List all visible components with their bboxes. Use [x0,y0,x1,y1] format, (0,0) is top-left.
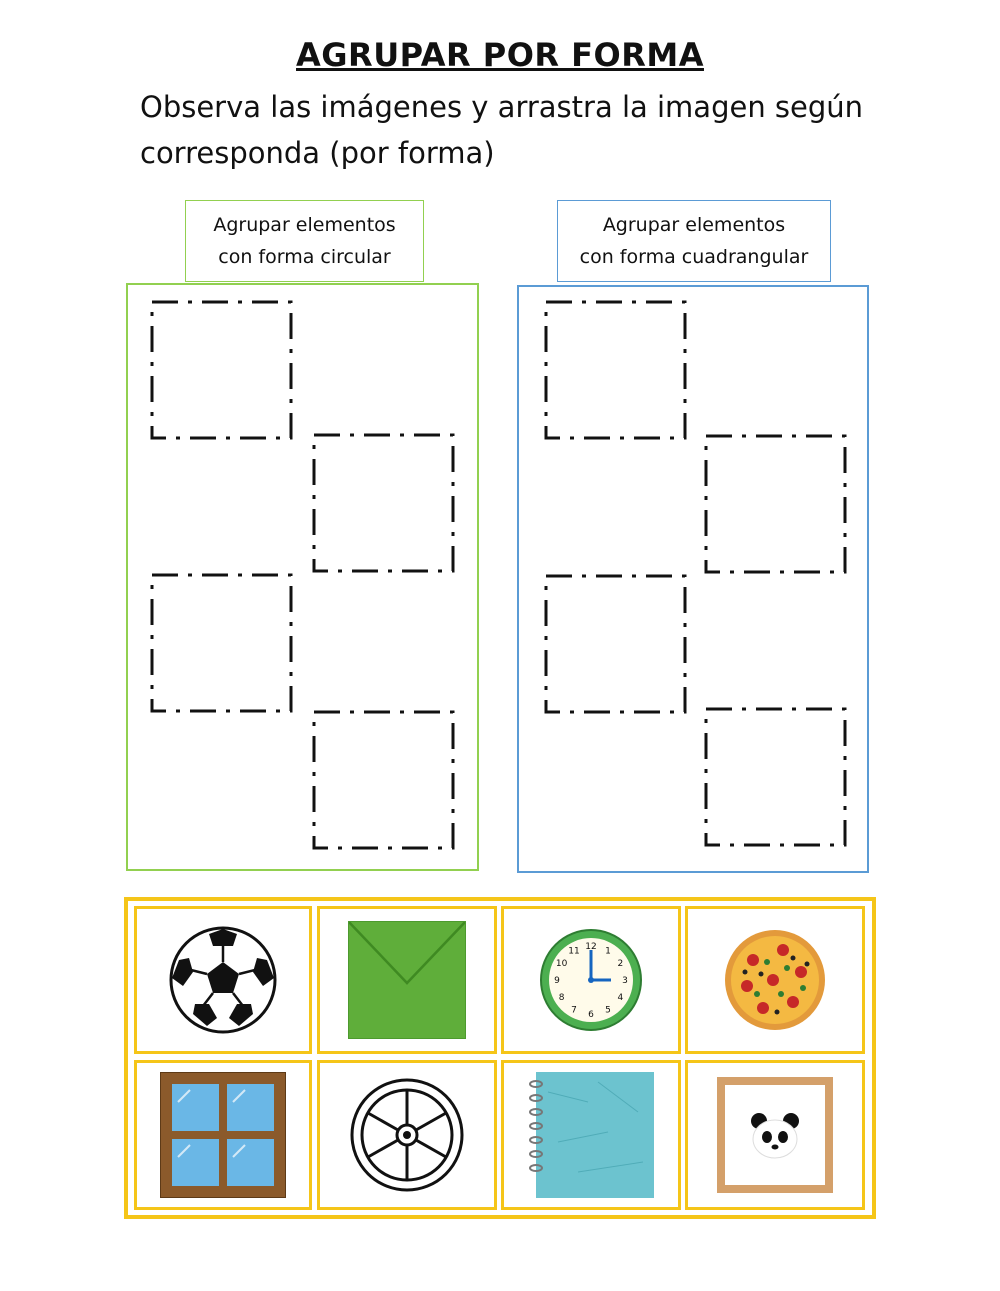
clock-number: 7 [571,1005,577,1016]
pizza-icon [723,928,827,1032]
drop-slot[interactable] [704,434,847,574]
tile-envelope[interactable] [317,906,497,1054]
tile-soccer-ball[interactable] [134,906,312,1054]
soccer-ball-icon [167,926,279,1034]
clock-number: 6 [588,1010,594,1020]
clock-number: 8 [558,993,565,1003]
drop-slot[interactable] [312,710,455,850]
drop-slot[interactable] [544,300,687,440]
clock-number: 11 [568,946,580,957]
tile-clock[interactable] [501,906,681,1054]
notebook-icon [528,1072,654,1198]
tile-wheel[interactable] [317,1060,497,1210]
label-circular [185,200,424,282]
label-circular-line2: con forma circular [218,246,391,268]
drop-slot[interactable] [150,573,293,713]
clock-number: 12 [585,942,597,952]
clock-number: 2 [617,959,624,969]
clock-number: 10 [555,959,568,969]
drop-slot[interactable] [312,433,455,573]
clock-number: 5 [605,1005,611,1016]
label-cuadrangular [557,200,831,282]
instructions-text: Observa las imágenes y arrastra la imagen según corresponda (por forma) [140,90,864,170]
drop-slot[interactable] [150,300,293,440]
page-title: AGRUPAR POR FORMA [296,36,704,74]
tile-notebook[interactable] [501,1060,681,1210]
label-cuadrangular-line2: con forma cuadrangular [579,246,809,268]
tile-pizza[interactable] [685,906,865,1054]
tile-window[interactable] [134,1060,312,1210]
clock-number: 1 [605,946,611,957]
drop-slot[interactable] [544,574,687,714]
label-cuadrangular-line1: Agrupar elementos [602,214,786,236]
tile-panda-frame[interactable] [685,1060,865,1210]
clock-number: 4 [617,993,624,1003]
drop-slot[interactable] [704,707,847,847]
clock-number: 3 [622,976,628,986]
envelope-icon [348,921,466,1039]
clock-icon [539,928,643,1032]
panda-frame-icon [717,1077,833,1193]
window-icon [160,1072,286,1198]
wheel-icon [349,1077,465,1193]
label-circular-line1: Agrupar elementos [213,214,396,236]
clock-number: 9 [554,976,560,986]
